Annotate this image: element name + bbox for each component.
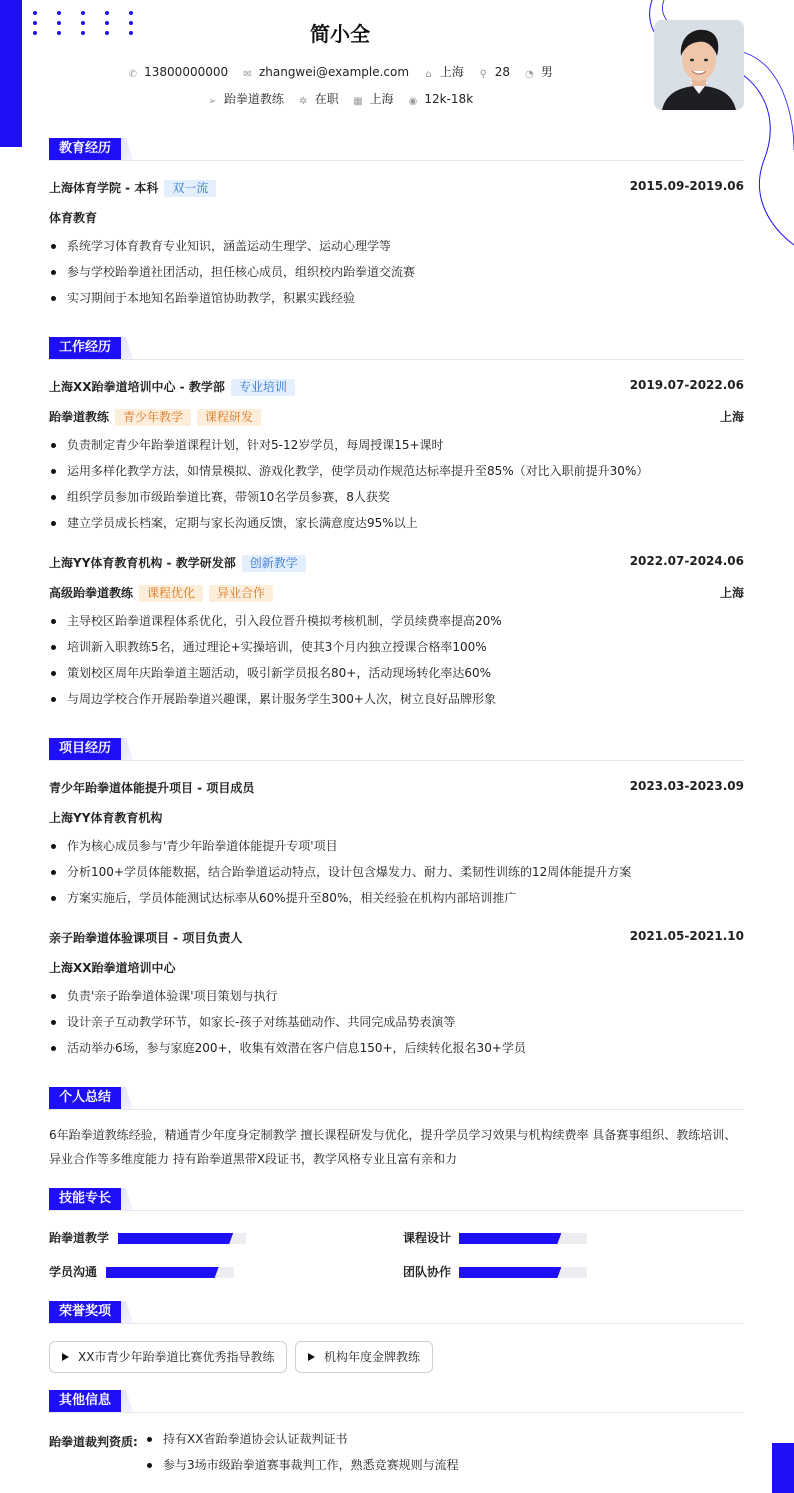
salary-icon: ◉ xyxy=(408,96,418,107)
education-bullets xyxy=(49,237,415,315)
role-title: 高级跆拳道教练 xyxy=(49,586,134,600)
gender-icon: ◔ xyxy=(524,69,534,80)
list-item: 设计亲子互动教学环节，如家长-孩子对练基础动作、共同完成品势表演等 xyxy=(49,1013,526,1039)
list-item: 参与学校跆拳道社团活动，担任核心成员，组织校内跆拳道交流赛 xyxy=(49,263,415,289)
list-item: 建立学员成长档案，定期与家长沟通反馈，家长满意度达95%以上 xyxy=(49,514,648,540)
contact-home: ⌂ 上海 xyxy=(423,63,464,80)
company-tag: 专业培训 xyxy=(231,379,295,396)
company-name: 上海XX跆拳道培训中心 - 教学部 xyxy=(49,380,225,394)
skill-item xyxy=(49,1263,97,1281)
work-entry-1-role xyxy=(49,408,744,426)
project-entry-1-org: 上海YY体育教育机构 xyxy=(49,811,163,825)
contact-info-row xyxy=(0,63,680,80)
work-section xyxy=(49,337,744,717)
project-date: 2023.03-2023.09 xyxy=(629,779,744,793)
skill-level-bar xyxy=(106,1267,234,1278)
skill-level-bar xyxy=(459,1267,587,1278)
intent-salary: ◉ 12k-18k xyxy=(408,92,474,107)
age-icon: ⚲ xyxy=(479,69,487,80)
contact-gender: ◔ 男 xyxy=(524,65,553,80)
awards-section-title: 荣誉奖项 xyxy=(49,1301,744,1324)
list-item: 活动举办6场，参与家庭200+，收集有效潜在客户信息150+，后续转化报名30+学员 xyxy=(49,1039,526,1065)
play-triangle-icon xyxy=(62,1353,69,1361)
project-entry-1-bullets xyxy=(49,837,631,915)
award-chip: XX市青少年跆拳道比赛优秀指导教练 xyxy=(49,1341,287,1373)
decorative-bar-right xyxy=(772,1443,794,1493)
school-tag: 双一流 xyxy=(164,180,216,197)
skill-name: 课程设计 xyxy=(403,1231,452,1245)
home-icon: ⌂ xyxy=(425,69,432,80)
avatar xyxy=(654,20,744,110)
contact-email: ✉ zhangwei@example.com xyxy=(243,65,410,80)
skill-level-bar xyxy=(118,1233,246,1244)
project-section xyxy=(49,738,744,1068)
work-entry-2-role xyxy=(49,584,744,602)
skills-section-title: 技能专长 xyxy=(49,1188,744,1211)
project-section-title: 项目经历 xyxy=(49,738,744,761)
list-item: 方案实施后，学员体能测试达标率从60%提升至80%，相关经验在机构内部培训推广 xyxy=(49,889,631,915)
list-item: 参与3场市级跆拳道赛事裁判工作，熟悉竞赛规则与流程 xyxy=(145,1456,459,1482)
list-item: 作为核心成员参与'青少年跆拳道体能提升专项'项目 xyxy=(49,837,631,863)
education-section-title: 教育经历 xyxy=(49,138,744,161)
list-item: 主导校区跆拳道课程体系优化，引入段位晋升模拟考核机制，学员续费率提高20% xyxy=(49,612,502,638)
summary-section xyxy=(49,1087,744,1177)
work-date: 2019.07-2022.06 xyxy=(629,378,744,392)
skill-name: 团队协作 xyxy=(403,1265,452,1279)
list-item: 策划校区周年庆跆拳道主题活动，吸引新学员报名80+，活动现场转化率达60% xyxy=(49,664,502,690)
project-entry-2-bullets xyxy=(49,987,526,1065)
other-bullets xyxy=(145,1430,459,1482)
other-section xyxy=(49,1390,744,1485)
list-item: 运用多样化教学方法，如情景模拟、游戏化教学，使学员动作规范达标率提升至85%（对比入职前提升30%） xyxy=(49,462,648,488)
project-entry-2-header xyxy=(49,929,744,947)
skill-item xyxy=(403,1229,451,1247)
list-item: 组织学员参加市级跆拳道比赛，带领10名学员参赛，8人获奖 xyxy=(49,488,648,514)
skills-section xyxy=(49,1188,744,1288)
award-chip: 机构年度金牌教练 xyxy=(295,1341,433,1373)
work-entry-1-header xyxy=(49,378,744,396)
intent-position: ➢ 跆拳道教练 xyxy=(208,92,284,107)
work-section-title: 工作经历 xyxy=(49,337,744,360)
decorative-dot xyxy=(33,11,37,15)
school-name: 上海体育学院 - 本科 xyxy=(49,181,159,195)
project-entry-1-header xyxy=(49,779,744,797)
project-title: 青少年跆拳道体能提升项目 - 项目成员 xyxy=(49,781,255,795)
project-title: 亲子跆拳道体验课项目 - 项目负责人 xyxy=(49,931,243,945)
work-entry-1-bullets xyxy=(49,436,648,540)
contact-phone: ✆ 13800000000 xyxy=(128,65,229,80)
company-tag: 创新教学 xyxy=(242,555,306,572)
skill-name: 跆拳道教学 xyxy=(49,1231,110,1245)
role-tag: 课程研发 xyxy=(197,409,261,426)
education-major: 体育教育 xyxy=(49,211,98,225)
decorative-dot xyxy=(129,11,133,15)
skill-level-bar xyxy=(459,1233,587,1244)
awards-section xyxy=(49,1301,744,1381)
list-item: 实习期间于本地知名跆拳道馆协助教学，积累实践经验 xyxy=(49,289,415,315)
send-icon: ➢ xyxy=(208,96,217,107)
list-item: 负责'亲子跆拳道体验课'项目策划与执行 xyxy=(49,987,526,1013)
mail-icon: ✉ xyxy=(243,69,252,80)
city-icon: ▦ xyxy=(353,96,363,107)
company-name: 上海YY体育教育机构 - 教学研发部 xyxy=(49,556,236,570)
contact-age: ⚲ 28 xyxy=(479,65,511,80)
decorative-dot xyxy=(105,11,109,15)
work-city: 上海 xyxy=(719,410,744,424)
work-entry-2-bullets xyxy=(49,612,502,716)
role-tag: 异业合作 xyxy=(209,585,273,602)
list-item: 系统学习体育教育专业知识，涵盖运动生理学、运动心理学等 xyxy=(49,237,415,263)
referee-qualification-label: 跆拳道裁判资质: xyxy=(49,1435,138,1449)
list-item: 负责制定青少年跆拳道课程计划，针对5-12岁学员，每周授课15+课时 xyxy=(49,436,648,462)
skill-item xyxy=(403,1263,451,1281)
skill-name: 学员沟通 xyxy=(49,1265,98,1279)
role-tag: 课程优化 xyxy=(139,585,203,602)
work-date: 2022.07-2024.06 xyxy=(629,554,744,568)
intent-city: ▦ 上海 xyxy=(353,92,394,107)
skill-item xyxy=(49,1229,109,1247)
decorative-dot xyxy=(57,11,61,15)
summary-text: 6年跆拳道教练经验，精通青少年度身定制教学 擅长课程研发与优化，提升学员学习效果与机构续费率 具备赛事组织、教练培训、异业合作等多维度能力 持有跆拳道黑带X段证书，教学风格专业且富有亲和力 xyxy=(49,1128,737,1166)
candidate-name: 简小全 xyxy=(310,22,370,46)
list-item: 与周边学校合作开展跆拳道兴趣课，累计服务学生300+人次，树立良好品牌形象 xyxy=(49,690,502,716)
role-title: 跆拳道教练 xyxy=(49,410,110,424)
role-tag: 青少年教学 xyxy=(115,409,191,426)
education-entry-header xyxy=(49,179,744,197)
education-section xyxy=(49,138,744,318)
job-intent-row xyxy=(0,90,680,107)
other-section-title: 其他信息 xyxy=(49,1390,744,1413)
play-triangle-icon xyxy=(308,1353,315,1361)
list-item: 持有XX省跆拳道协会认证裁判证书 xyxy=(145,1430,459,1456)
intent-status: ✲ 在职 xyxy=(298,92,339,107)
project-entry-2-org: 上海XX跆拳道培训中心 xyxy=(49,961,176,975)
summary-section-title: 个人总结 xyxy=(49,1087,744,1110)
work-city: 上海 xyxy=(719,586,744,600)
project-date: 2021.05-2021.10 xyxy=(629,929,744,943)
decorative-dot xyxy=(81,11,85,15)
list-item: 分析100+学员体能数据，结合跆拳道运动特点，设计包含爆发力、耐力、柔韧性训练的12周体能提升方案 xyxy=(49,863,631,889)
list-item: 培训新入职教练5名，通过理论+实操培训，使其3个月内独立授课合格率100% xyxy=(49,638,502,664)
work-entry-2-header xyxy=(49,554,744,572)
phone-icon: ✆ xyxy=(128,69,137,80)
education-date: 2015.09-2019.06 xyxy=(629,179,744,193)
status-icon: ✲ xyxy=(298,96,308,107)
